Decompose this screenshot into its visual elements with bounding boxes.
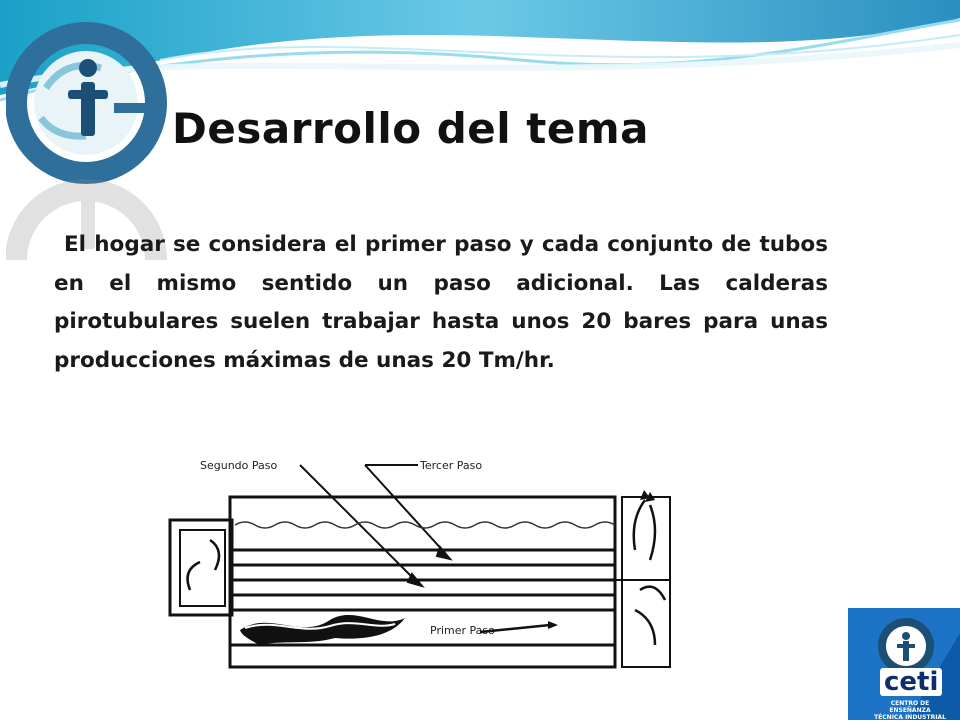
- slide-body-text: El hogar se considera el primer paso y cada conjunto de tubos en el mismo sentido un paso adicional. Las calderas pirotubulares suelen trabajar hasta unos 20 bares para unas producciones máximas de unas 20 Tm/hr.: [54, 232, 828, 373]
- ceti-subtitle-line1: CENTRO DE ENSEÑANZA: [889, 700, 931, 714]
- flame-shape: [240, 615, 405, 645]
- ceti-subtitle: [870, 700, 950, 721]
- ceti-subtitle-line2: TÉCNICA INDUSTRIAL: [874, 714, 946, 721]
- label-primer-paso: Primer Paso: [430, 624, 495, 637]
- slide-title: Desarrollo del tema: [172, 104, 649, 153]
- boiler-diagram: [150, 440, 690, 700]
- water-surface: [235, 522, 615, 528]
- label-segundo-paso: Segundo Paso: [200, 459, 278, 472]
- label-tercer-paso: Tercer Paso: [420, 459, 483, 472]
- ceti-wordmark: ceti: [880, 668, 942, 696]
